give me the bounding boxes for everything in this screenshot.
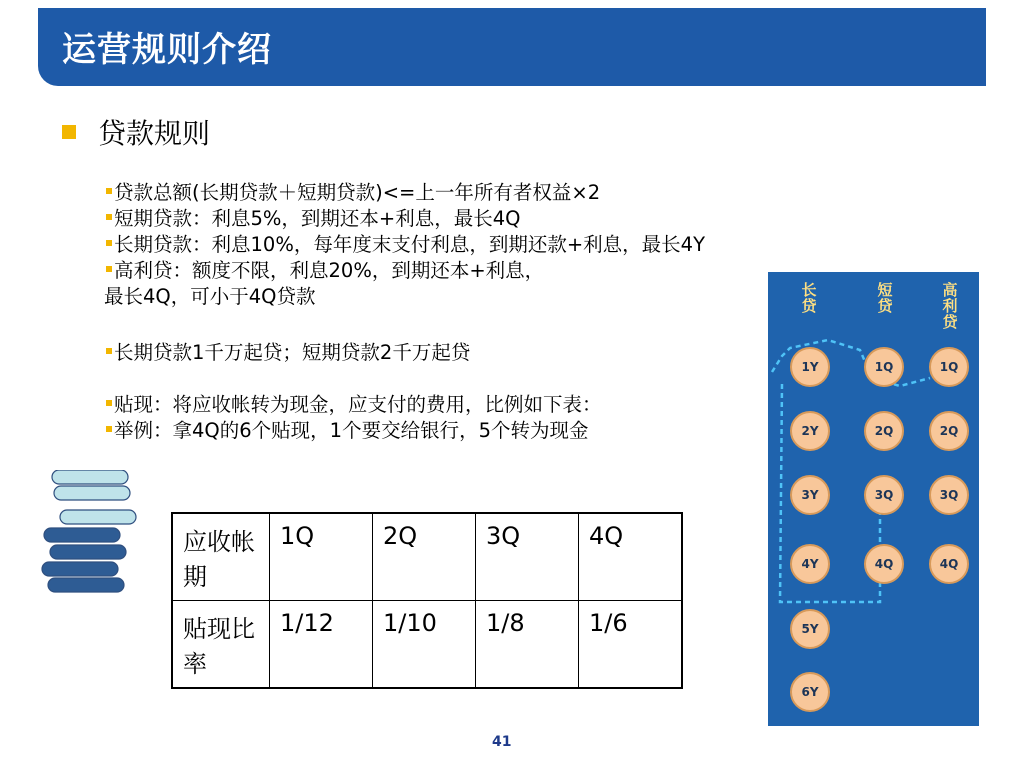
bullet-icon xyxy=(106,240,112,246)
rule-list xyxy=(106,180,705,444)
rule-text: 举例：拿4Q的6个贴现，1个要交给银行，5个转为现金 xyxy=(114,419,589,442)
column-label-long: 长贷 xyxy=(801,281,817,315)
column-label-high: 高利贷 xyxy=(942,281,958,331)
table-cell: 1/8 xyxy=(476,601,579,689)
bullet-icon xyxy=(106,188,112,194)
long-loan-6y: 6Y xyxy=(790,672,830,712)
rule-line-usury-cont: 最长4Q，可小于4Q贷款 xyxy=(104,285,316,308)
table-cell: 4Q xyxy=(579,513,683,601)
bullet-icon xyxy=(106,400,112,406)
bullet-icon xyxy=(106,348,112,354)
rule-line-total xyxy=(106,180,705,206)
rule-line-example xyxy=(106,418,705,444)
bullet-icon xyxy=(106,214,112,220)
table-cell: 3Q xyxy=(476,513,579,601)
short-loan-4q: 4Q xyxy=(864,544,904,584)
high-loan-1q: 1Q xyxy=(929,347,969,387)
table-cell: 1Q xyxy=(270,513,373,601)
rule-text: 贷款总额(长期贷款＋短期贷款)<=上一年所有者权益×2 xyxy=(114,181,601,204)
discount-table xyxy=(171,512,683,689)
section-heading-text: 贷款规则 xyxy=(98,117,211,150)
coin-stack-icon xyxy=(40,470,150,600)
bullet-icon xyxy=(106,266,112,272)
rule-line-usury xyxy=(106,258,705,284)
rule-line-short xyxy=(106,206,705,232)
long-loan-3y: 3Y xyxy=(790,475,830,515)
row-label-period: 应收帐期 xyxy=(172,513,270,601)
rule-line-long xyxy=(106,232,705,258)
bullet-icon xyxy=(106,426,112,432)
table-row xyxy=(172,513,682,601)
rule-line-minimum xyxy=(106,340,705,366)
long-loan-1y: 1Y xyxy=(790,347,830,387)
short-loan-1q: 1Q xyxy=(864,347,904,387)
page-number: 41 xyxy=(492,734,512,750)
row-label-rate: 贴现比率 xyxy=(172,601,270,689)
slide-title: 运营规则介绍 xyxy=(62,30,272,70)
table-cell: 1/12 xyxy=(270,601,373,689)
short-loan-3q: 3Q xyxy=(864,475,904,515)
rule-line-discount xyxy=(106,392,705,418)
table-cell: 2Q xyxy=(373,513,476,601)
high-loan-4q: 4Q xyxy=(929,544,969,584)
section-heading xyxy=(62,112,210,152)
short-loan-2q: 2Q xyxy=(864,411,904,451)
long-loan-5y: 5Y xyxy=(790,609,830,649)
high-loan-3q: 3Q xyxy=(929,475,969,515)
long-loan-2y: 2Y xyxy=(790,411,830,451)
table-cell: 1/6 xyxy=(579,601,683,689)
high-loan-2q: 2Q xyxy=(929,411,969,451)
table-row xyxy=(172,601,682,689)
loan-track-panel xyxy=(768,272,979,726)
title-bar xyxy=(38,8,986,86)
rule-text: 长期贷款1千万起贷；短期贷款2千万起贷 xyxy=(114,341,471,364)
rule-text: 贴现：将应收帐转为现金，应支付的费用，比例如下表： xyxy=(114,393,602,416)
rule-text: 短期贷款：利息5%，到期还本+利息，最长4Q xyxy=(114,207,521,230)
table-cell: 1/10 xyxy=(373,601,476,689)
square-bullet-icon xyxy=(62,125,76,139)
rule-text: 高利贷：额度不限，利息20%，到期还本+利息， xyxy=(114,259,545,282)
long-loan-4y: 4Y xyxy=(790,544,830,584)
rule-text: 长期贷款：利息10%，每年度末支付利息，到期还款+利息，最长4Y xyxy=(114,233,705,256)
column-label-short: 短贷 xyxy=(877,281,893,315)
